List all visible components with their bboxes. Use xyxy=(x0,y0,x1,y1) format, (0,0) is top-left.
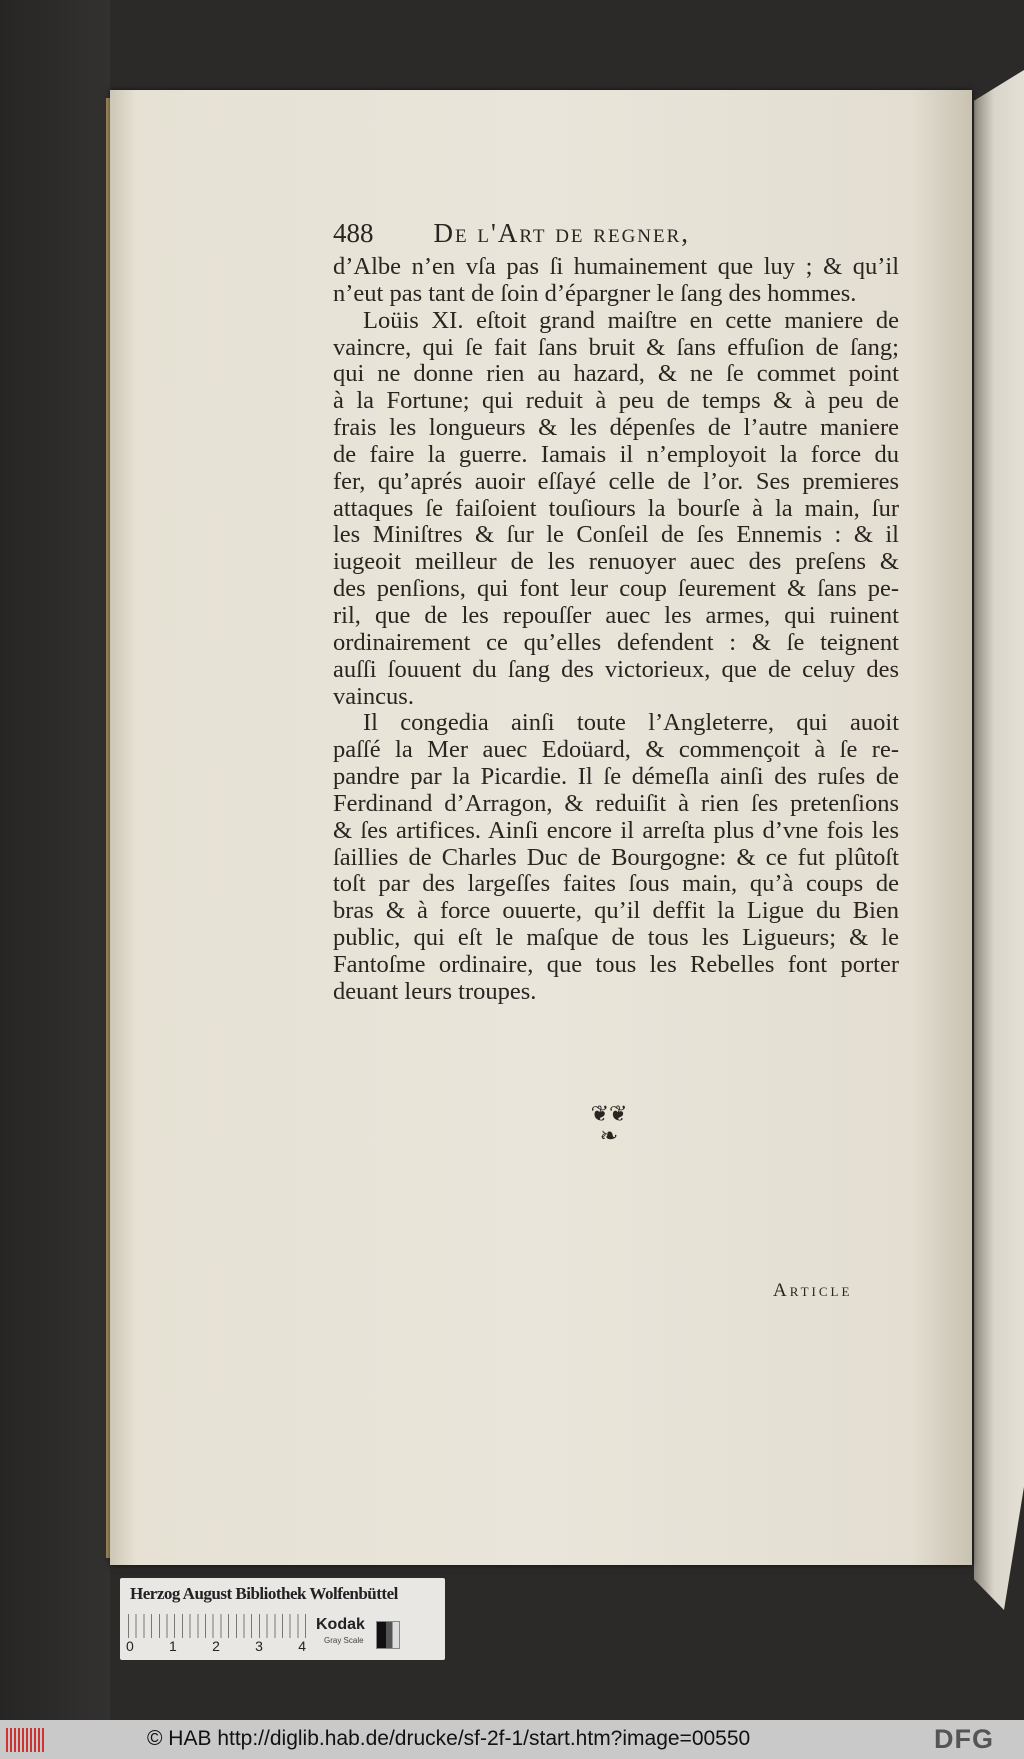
ruler-number: 2 xyxy=(212,1638,220,1654)
library-name: Herzog August Bibliothek Wolfenbüttel xyxy=(130,1584,398,1603)
ruler-number: 0 xyxy=(126,1638,134,1654)
page-header xyxy=(333,218,899,248)
text-line: Ferdinand d’Arragon, & reduiſit à rien ſes pretenſions xyxy=(333,789,899,817)
text-line: toſt par des largeſſes faites ſous main, qu’à coups de xyxy=(333,870,899,898)
page-number: 488 xyxy=(333,218,374,248)
library-color-card xyxy=(120,1578,445,1660)
text-line: auſſi ſouuent du ſang des victorieux, que de celuy des xyxy=(333,655,899,683)
text-line: ſaillies de Charles Duc de Bourgogne: & ce fut plûtoſt xyxy=(333,843,899,871)
ruler-number: 3 xyxy=(255,1638,263,1654)
text-line: Il congedia ainſi toute l’Angleterre, qui auoit xyxy=(363,709,899,737)
text-line: ordinairement ce qu’elles defendent : & ſe teignent xyxy=(333,628,899,656)
text-line: les Miniſtres & ſur le Conſeil de ſes Ennemis : & il xyxy=(333,521,899,549)
ruler-number: 4 xyxy=(298,1638,306,1654)
text-line: Loüis XI. eſtoit grand maiſtre en cette maniere de xyxy=(363,306,899,334)
text-line: attaques ſe faiſoient touſiours la bourſe à la main, ſur xyxy=(333,494,899,522)
gray-swatch xyxy=(376,1621,400,1649)
catchword: Article xyxy=(773,1280,853,1301)
ruler-numbers xyxy=(126,1638,306,1654)
text-line: fer, qu’aprés auoir eſſayé celle de l’or. Ses premieres xyxy=(333,467,899,495)
text-line: bras & à force ouuerte, qu’il deffit la Ligue du Bien xyxy=(333,897,899,925)
text-line: qui ne donne rien au hazard, & ne ſe commet point xyxy=(333,360,899,388)
copyright-link[interactable]: © HAB http://diglib.hab.de/drucke/sf-2f-1/start.htm?image=00550 xyxy=(147,1727,751,1750)
barcode-icon xyxy=(6,1728,46,1752)
printer-ornament-icon: ❦❦ ❧ xyxy=(590,1102,628,1149)
gray-scale-label: Gray Scale xyxy=(324,1636,364,1645)
text-line: public, qui eſt le maſque de tous les Ligueurs; & le xyxy=(333,924,899,952)
text-line: à la Fortune; qui reduit à peu de temps & à peu de xyxy=(333,387,899,415)
text-line: pandre par la Picardie. Il ſe démeſla ainſi des ruſes de xyxy=(333,763,899,791)
text-line: des penſions, qui font leur coup ſeurement & ſans pe- xyxy=(333,575,899,603)
text-line: & ſes artifices. Ainſi encore il arreſta plus d’vne fois les xyxy=(333,816,899,844)
text-line: frais les longueurs & les dépenſes de l’autre maniere xyxy=(333,414,899,442)
text-line: ril, que de les repouſſer auec les armes, qui ruinent xyxy=(333,601,899,629)
text-line: de faire la guerre. Iamais il n’employoit la force du xyxy=(333,440,899,468)
text-line: vaincus. xyxy=(333,682,414,710)
text-line: deuant leurs troupes. xyxy=(333,977,537,1005)
text-line: Fantoſme ordinaire, que tous les Rebelles font porter xyxy=(333,950,899,978)
dfg-logo: DFG xyxy=(934,1724,994,1754)
ruler-number: 1 xyxy=(169,1638,177,1654)
text-line: d’Albe n’en vſa pas ſi humainement que luy ; & qu’il xyxy=(333,253,899,280)
text-line: paſſé la Mer auec Edoüard, & commençoit à ſe re- xyxy=(333,736,899,764)
scale-ruler xyxy=(128,1614,308,1638)
facing-page-edge xyxy=(974,70,1024,1610)
scan-background xyxy=(0,0,110,1720)
text-line: iugeoit meilleur de les renuoyer auec des preſens & xyxy=(333,548,899,576)
text-line: n’eut pas tant de ſoin d’épargner le ſang des hommes. xyxy=(333,279,857,307)
kodak-brand: Kodak xyxy=(316,1616,365,1633)
footer-bar xyxy=(0,1720,1024,1759)
running-head: De l'Art de regner, xyxy=(433,218,691,248)
text-line: vaincre, qui ſe fait ſans bruit & ſans effuſion de ſang; xyxy=(333,333,899,361)
page-body-text xyxy=(333,254,899,1006)
